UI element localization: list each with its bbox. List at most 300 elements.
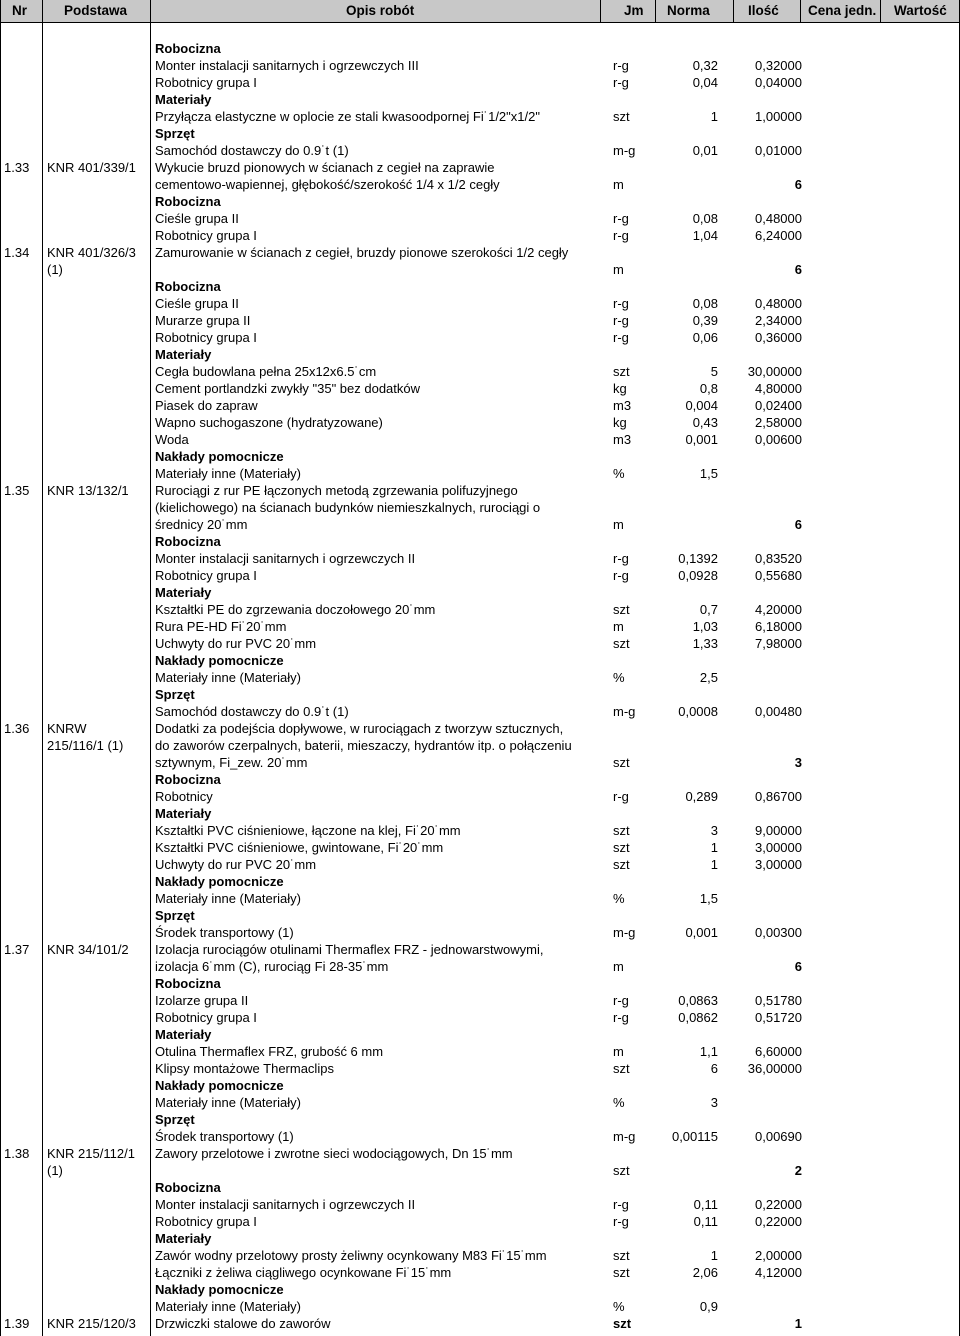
cell-norma: 0,11 (693, 1197, 718, 1212)
cell-ilosc: 3,00000 (755, 857, 802, 872)
cell-opis: Izolacja rurociągów otulinami Thermaflex FRZ - jednowarstwowymi, (155, 942, 544, 957)
cell-jm: szt (613, 1316, 632, 1331)
cell-ilosc: 6 (794, 177, 802, 192)
cell-jm: kg (613, 415, 627, 430)
table-section-label-row (0, 40, 960, 57)
cell-ilosc: 0,36000 (755, 330, 802, 345)
table-section-label-row (0, 771, 960, 788)
cell-norma: 1 (710, 857, 718, 872)
cell-norma: 0,001 (685, 432, 718, 447)
cell-opis: Materiały (155, 347, 212, 362)
table-row (0, 958, 960, 975)
table-section-label-row (0, 652, 960, 669)
header-divider (880, 0, 881, 22)
table-row (0, 176, 960, 193)
cell-ilosc: 30,00000 (747, 364, 802, 379)
table-row (0, 1264, 960, 1281)
cell-norma: 3 (710, 823, 718, 838)
header-divider (655, 0, 656, 22)
cell-jm: kg (613, 381, 627, 396)
cell-jm: szt (613, 755, 630, 770)
cell-nr: 1.36 (4, 721, 30, 736)
cell-opis: Przyłącza elastyczne w oplocie ze stali kwasoodpornej Fi˙1/2"x1/2" (155, 109, 540, 124)
cell-norma: 0,08 (692, 211, 718, 226)
cell-pod: KNR 34/101/2 (47, 942, 129, 957)
cell-norma: 0,0863 (678, 993, 718, 1008)
cell-opis: Robotnicy grupa I (155, 1010, 257, 1025)
table-row (0, 414, 960, 431)
header-opis: Opis robót (346, 3, 415, 18)
cell-opis: Robotnicy grupa I (155, 330, 257, 345)
cell-opis: Nakłady pomocnicze (155, 1078, 284, 1093)
cell-opis: Środek transportowy (1) (155, 1129, 294, 1144)
table-row (0, 397, 960, 414)
cell-opis: Kształtki PVC ciśnieniowe, gwintowane, Fi˙20˙mm (155, 840, 444, 855)
cell-ilosc: 9,00000 (755, 823, 802, 838)
cell-jm: % (613, 670, 625, 685)
cell-nr: 1.38 (4, 1146, 30, 1161)
cell-norma: 1 (710, 1248, 718, 1263)
table-section-label-row (0, 448, 960, 465)
cell-ilosc: 6 (794, 517, 802, 532)
cell-jm: m (613, 517, 624, 532)
cell-opis: Robotnicy grupa I (155, 1214, 257, 1229)
cell-pod: 215/116/1 (1) (47, 738, 124, 753)
table-row (0, 822, 960, 839)
cell-jm: r-g (613, 1214, 629, 1229)
cell-opis: Robocizna (155, 194, 221, 209)
cell-norma: 0,0008 (678, 704, 718, 719)
cell-opis: Sprzęt (155, 687, 195, 702)
cell-jm: % (613, 1299, 625, 1314)
cell-norma: 1,03 (692, 619, 718, 634)
table-section-label-row (0, 533, 960, 550)
table-section-label-row (0, 873, 960, 890)
table-row (0, 516, 960, 533)
cell-jm: m (613, 1044, 624, 1059)
cell-norma: 0,32 (692, 58, 718, 73)
cell-opis: cementowo-wapiennej, głębokość/szerokość 1/4 x 1/2 cegły (155, 177, 500, 192)
cell-norma: 0,39 (692, 313, 718, 328)
header-divider (600, 0, 601, 22)
col-divider (0, 0, 1, 1336)
cell-ilosc: 2,00000 (755, 1248, 802, 1263)
cell-pod: KNR 401/326/3 (47, 245, 136, 260)
cell-pod: KNR 215/112/1 (47, 1146, 135, 1161)
cell-opis: średnicy 20˙mm (155, 517, 248, 532)
cell-ilosc: 0,51780 (755, 993, 802, 1008)
cell-opis: Zamurowanie w ścianach z cegieł, bruzdy pionowe szerokości 1/2 cegły (155, 245, 569, 260)
table-section-label-row (0, 1179, 960, 1196)
cell-pod: KNR 13/132/1 (47, 483, 129, 498)
cell-jm: szt (613, 602, 630, 617)
table-row (0, 227, 960, 244)
cell-jm: r-g (613, 75, 629, 90)
cell-opis: Murarze grupa II (155, 313, 251, 328)
table-section-label-row (0, 686, 960, 703)
cell-opis: Łączniki z żeliwa ciągliwego ocynkowane Fi˙15˙mm (155, 1265, 452, 1280)
cell-norma: 1 (710, 109, 718, 124)
table-row (0, 1298, 960, 1315)
cell-ilosc: 2,58000 (755, 415, 802, 430)
cell-opis: Kształtki PVC ciśnieniowe, łączone na klej, Fi˙20˙mm (155, 823, 461, 838)
cell-ilosc: 0,00600 (755, 432, 802, 447)
cell-opis: Cieśle grupa II (155, 296, 239, 311)
cell-opis: Rurociągi z rur PE łączonych metodą zgrzewania polifuzyjnego (155, 483, 518, 498)
cell-opis: Klipsy montażowe Thermaclips (155, 1061, 334, 1076)
cell-jm: m3 (613, 398, 632, 413)
table-row (0, 550, 960, 567)
cell-opis: Robotnicy (155, 789, 213, 804)
cell-ilosc: 0,00480 (755, 704, 802, 719)
table-row (0, 1247, 960, 1264)
cell-norma: 0,0862 (678, 1010, 718, 1025)
header-podstawa: Podstawa (64, 3, 128, 18)
cell-opis: Monter instalacji sanitarnych i ogrzewczych III (155, 58, 419, 73)
cell-norma: 1,04 (692, 228, 718, 243)
cell-opis: Rura PE-HD Fi˙20˙mm (155, 619, 287, 634)
cell-ilosc: 0,01000 (755, 143, 802, 158)
cell-ilosc: 3,00000 (755, 840, 802, 855)
cell-opis: Woda (155, 432, 189, 447)
cell-norma: 1 (710, 840, 718, 855)
table-row (0, 669, 960, 686)
cell-opis: Nakłady pomocnicze (155, 449, 284, 464)
cell-jm: szt (613, 1248, 630, 1263)
cell-ilosc: 6,18000 (755, 619, 802, 634)
cell-opis: Nakłady pomocnicze (155, 874, 284, 889)
table-row-item-header (0, 1315, 960, 1332)
cell-ilosc: 2 (794, 1163, 802, 1178)
cell-norma: 0,01 (692, 143, 718, 158)
cell-opis: Nakłady pomocnicze (155, 653, 284, 668)
cell-norma: 0,0928 (678, 568, 718, 583)
cell-ilosc: 0,04000 (755, 75, 802, 90)
table-row-item-header (0, 941, 960, 958)
cell-jm: m-g (613, 143, 636, 158)
table-section-label-row (0, 1281, 960, 1298)
cell-norma: 0,06 (692, 330, 718, 345)
cell-jm: szt (613, 823, 630, 838)
table-section-label-row (0, 346, 960, 363)
cell-pod: KNR 401/339/1 (47, 160, 136, 175)
cell-opis: Sprzęt (155, 1112, 195, 1127)
cell-pod: KNRW (47, 721, 87, 736)
cell-jm: r-g (613, 228, 629, 243)
table-row (0, 1196, 960, 1213)
cell-jm: r-g (613, 330, 629, 345)
cell-jm: m (613, 262, 624, 277)
cell-norma: 0,08 (692, 296, 718, 311)
cell-jm: szt (613, 1265, 630, 1280)
table-row (0, 329, 960, 346)
header-wartosc: Wartość (894, 3, 947, 18)
cell-jm: szt (613, 364, 630, 379)
table-row (0, 754, 960, 771)
cell-jm: m3 (613, 432, 632, 447)
table-section-label-row (0, 278, 960, 295)
table-row (0, 856, 960, 873)
table-row (0, 567, 960, 584)
cell-opis: izolacja 6˙mm (C), rurociąg Fi 28-35˙mm (155, 959, 389, 974)
cell-norma: 0,04 (692, 75, 718, 90)
col-divider (150, 0, 151, 1336)
cell-ilosc: 6,24000 (755, 228, 802, 243)
cell-jm: szt (613, 857, 630, 872)
cell-opis: Cegła budowlana pełna 25x12x6.5˙cm (155, 364, 377, 379)
table-section-label-row (0, 1077, 960, 1094)
cell-nr: 1.37 (4, 942, 30, 957)
table-row (0, 142, 960, 159)
cell-opis: Materiały (155, 1027, 212, 1042)
table-row (0, 210, 960, 227)
cell-opis: Zawory przelotowe i zwrotne sieci wodociągowych, Dn 15˙mm (155, 1146, 513, 1161)
cell-ilosc: 1,00000 (755, 109, 802, 124)
cell-opis: Otulina Thermaflex FRZ, grubość 6 mm (155, 1044, 384, 1059)
table-row (0, 924, 960, 941)
cell-jm: r-g (613, 58, 629, 73)
cell-norma: 0,1392 (678, 551, 718, 566)
cell-ilosc: 0,22000 (755, 1214, 802, 1229)
cell-norma: 0,004 (685, 398, 718, 413)
table-row-item-header (0, 1145, 960, 1162)
cell-norma: 1,33 (692, 636, 718, 651)
table-row (0, 703, 960, 720)
cell-opis: Robocizna (155, 41, 221, 56)
table-row (0, 788, 960, 805)
cell-jm: r-g (613, 1197, 629, 1212)
cell-opis: Robotnicy grupa I (155, 75, 257, 90)
table-row-item-header (0, 482, 960, 499)
cell-opis: Materiały (155, 585, 212, 600)
table-row (0, 635, 960, 652)
cell-norma: 0,00115 (671, 1129, 718, 1144)
table-row (0, 1094, 960, 1111)
cell-ilosc: 0,00300 (755, 925, 802, 940)
cell-ilosc: 2,34000 (755, 313, 802, 328)
cell-jm: szt (613, 1163, 630, 1178)
cell-jm: szt (613, 109, 630, 124)
cell-ilosc: 1 (794, 1316, 802, 1331)
cell-jm: m-g (613, 1129, 636, 1144)
cell-jm: r-g (613, 296, 629, 311)
table-section-label-row (0, 1230, 960, 1247)
cell-opis: Robocizna (155, 1180, 221, 1195)
cell-ilosc: 6,60000 (755, 1044, 802, 1059)
cell-norma: 0,001 (685, 925, 718, 940)
cell-opis: Materiały (155, 92, 212, 107)
table-section-label-row (0, 91, 960, 108)
cell-jm: % (613, 891, 625, 906)
header-bottom-line (0, 22, 960, 23)
table-row (0, 380, 960, 397)
table-row (0, 363, 960, 380)
cell-norma: 0,11 (693, 1214, 718, 1229)
cell-norma: 2,06 (692, 1265, 718, 1280)
cell-pod: (1) (47, 262, 63, 277)
cell-opis: Materiały (155, 1231, 212, 1246)
table-row (0, 74, 960, 91)
table-row (0, 618, 960, 635)
table-row (0, 108, 960, 125)
table-section-label-row (0, 975, 960, 992)
cell-ilosc: 3 (794, 755, 802, 770)
cell-ilosc: 0,22000 (755, 1197, 802, 1212)
cell-opis: Dodatki za podejścia dopływowe, w rurociągach z tworzyw sztucznych, (155, 721, 564, 736)
cell-jm: szt (613, 636, 630, 651)
cell-opis: Robocizna (155, 279, 221, 294)
table-row (0, 992, 960, 1009)
cell-norma: 0,289 (685, 789, 718, 804)
cell-ilosc: 0,32000 (755, 58, 802, 73)
table-section-label-row (0, 1026, 960, 1043)
cell-opis: Materiały (155, 806, 212, 821)
header-jm: Jm (624, 3, 644, 18)
cell-jm: r-g (613, 211, 629, 226)
cell-jm: r-g (613, 1010, 629, 1025)
cell-jm: r-g (613, 789, 629, 804)
cell-opis: Izolarze grupa II (155, 993, 249, 1008)
cell-jm: m (613, 619, 624, 634)
cell-ilosc: 0,48000 (755, 211, 802, 226)
cell-norma: 0,8 (699, 381, 718, 396)
cell-opis: (kielichowego) na ścianach budynków niemieszkalnych, rurociągi o (155, 500, 541, 515)
cell-opis: Materiały inne (Materiały) (155, 891, 301, 906)
table-row (0, 839, 960, 856)
cell-opis: Robocizna (155, 976, 221, 991)
cell-opis: Materiały inne (Materiały) (155, 1299, 301, 1314)
cell-nr: 1.35 (4, 483, 30, 498)
table-row (0, 1162, 960, 1179)
table-row-item-header (0, 244, 960, 261)
table-row-item-header (0, 159, 960, 176)
table-row (0, 1043, 960, 1060)
cell-opis: Wykucie bruzd pionowych w ścianach z cegieł na zaprawie (155, 160, 495, 175)
cell-opis: Monter instalacji sanitarnych i ogrzewczych II (155, 1197, 416, 1212)
table-row (0, 57, 960, 74)
cell-ilosc: 4,20000 (755, 602, 802, 617)
cell-ilosc: 6 (794, 262, 802, 277)
cell-norma: 0,43 (692, 415, 718, 430)
cell-ilosc: 0,83520 (755, 551, 802, 566)
cell-opis: Materiały inne (Materiały) (155, 466, 301, 481)
cell-jm: r-g (613, 993, 629, 1008)
table-row (0, 431, 960, 448)
cell-opis: Środek transportowy (1) (155, 925, 294, 940)
table-row (0, 1128, 960, 1145)
cell-opis: Robocizna (155, 534, 221, 549)
cell-ilosc: 36,00000 (747, 1061, 802, 1076)
cell-norma: 5 (710, 364, 718, 379)
cell-opis: sztywnym, Fi_zew. 20˙mm (155, 755, 308, 770)
table-section-label-row (0, 1111, 960, 1128)
cell-opis: Robocizna (155, 772, 221, 787)
cell-nr: 1.34 (4, 245, 30, 260)
cell-pod: (1) (47, 1163, 63, 1178)
cell-opis: Cieśle grupa II (155, 211, 239, 226)
cell-ilosc: 0,48000 (755, 296, 802, 311)
table-row (0, 499, 960, 516)
cell-opis: Wapno suchogaszone (hydratyzowane) (155, 415, 383, 430)
cell-jm: m-g (613, 925, 636, 940)
cell-opis: Uchwyty do rur PVC 20˙mm (155, 857, 317, 872)
table-row (0, 312, 960, 329)
table-row (0, 1009, 960, 1026)
header-divider (800, 0, 801, 22)
cell-opis: Materiały inne (Materiały) (155, 670, 301, 685)
cell-opis: Cement portlandzki zwykły "35" bez dodatków (155, 381, 421, 396)
table-row (0, 465, 960, 482)
cell-jm: m (613, 177, 624, 192)
table-section-label-row (0, 125, 960, 142)
cell-opis: Sprzęt (155, 908, 195, 923)
table-row (0, 295, 960, 312)
col-divider (42, 0, 43, 1336)
table-row (0, 1213, 960, 1230)
header-nr: Nr (12, 3, 28, 18)
table-row-item-header (0, 720, 960, 737)
cell-opis: Sprzęt (155, 126, 195, 141)
cell-jm: szt (613, 1061, 630, 1076)
table-section-label-row (0, 584, 960, 601)
cell-jm: m (613, 959, 624, 974)
table-section-label-row (0, 805, 960, 822)
cell-nr: 1.33 (4, 160, 30, 175)
table-row (0, 1060, 960, 1077)
cell-opis: Samochód dostawczy do 0.9˙t (1) (155, 143, 349, 158)
cell-opis: Materiały inne (Materiały) (155, 1095, 301, 1110)
cell-opis: Kształtki PE do zgrzewania doczołowego 20˙mm (155, 602, 436, 617)
table-section-label-row (0, 193, 960, 210)
cell-ilosc: 4,12000 (755, 1265, 802, 1280)
cell-ilosc: 6 (794, 959, 802, 974)
table-row (0, 261, 960, 278)
cell-ilosc: 0,55680 (755, 568, 802, 583)
cell-nr: 1.39 (4, 1316, 30, 1331)
table-row (0, 601, 960, 618)
cell-ilosc: 4,80000 (755, 381, 802, 396)
header-norma: Norma (667, 3, 710, 18)
cell-norma: 1,5 (699, 891, 718, 906)
cell-opis: Drzwiczki stalowe do zaworów (155, 1316, 331, 1331)
header-cena: Cena jedn. (808, 3, 877, 18)
cell-opis: do zaworów czerpalnych, baterii, mieszaczy, hydrantów itp. o połączeniu (155, 738, 572, 753)
cell-norma: 3 (710, 1095, 718, 1110)
cell-opis: Uchwyty do rur PVC 20˙mm (155, 636, 317, 651)
cell-norma: 2,5 (699, 670, 718, 685)
cell-opis: Monter instalacji sanitarnych i ogrzewczych II (155, 551, 416, 566)
cell-jm: r-g (613, 551, 629, 566)
cell-opis: Robotnicy grupa I (155, 568, 257, 583)
cell-opis: Zawór wodny przelotowy prosty żeliwny ocynkowany M83 Fi˙15˙mm (155, 1248, 547, 1263)
cell-jm: r-g (613, 568, 629, 583)
cell-norma: 6 (710, 1061, 718, 1076)
cell-ilosc: 0,86700 (755, 789, 802, 804)
cell-jm: % (613, 1095, 625, 1110)
cell-ilosc: 0,00690 (755, 1129, 802, 1144)
cell-opis: Nakłady pomocnicze (155, 1282, 284, 1297)
cell-jm: m-g (613, 704, 636, 719)
cell-pod: KNR 215/120/3 (47, 1316, 136, 1331)
cell-norma: 1,1 (699, 1044, 718, 1059)
header-divider (733, 0, 734, 22)
cell-opis: Samochód dostawczy do 0.9˙t (1) (155, 704, 349, 719)
cell-norma: 0,9 (699, 1299, 718, 1314)
cell-opis: Robotnicy grupa I (155, 228, 257, 243)
cell-norma: 1,5 (699, 466, 718, 481)
table-section-label-row (0, 907, 960, 924)
cell-ilosc: 0,51720 (755, 1010, 802, 1025)
